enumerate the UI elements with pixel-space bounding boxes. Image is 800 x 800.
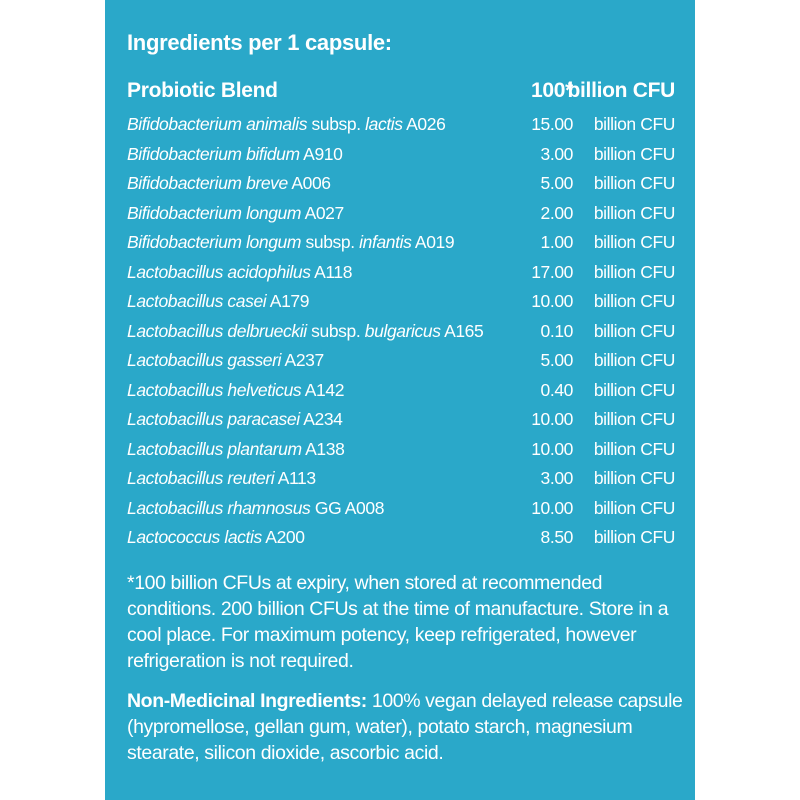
ingredient-name-italic: Bifidobacterium breve [127, 173, 288, 193]
ingredient-amount: 10.00 [531, 409, 573, 429]
ingredient-name-italic: Bifidobacterium longum [127, 202, 302, 223]
ingredient-name-italic: Lactobacillus gasseri [127, 350, 282, 370]
ingredient-unit: billion CFU [593, 497, 675, 518]
non-medicinal-ingredients [127, 688, 687, 766]
ingredient-amount: 2.00 [540, 202, 573, 223]
ingredient-name [127, 203, 344, 224]
ingredient-row [127, 230, 675, 260]
ingredient-amount: 10.00 [531, 291, 573, 311]
ingredient-name-plain: A026 [402, 114, 446, 134]
ingredient-name [127, 498, 384, 519]
ingredient-amount: 10.00 [531, 438, 573, 459]
ingredient-unit: billion CFU [593, 173, 675, 193]
ingredient-name-plain: A910 [299, 143, 343, 164]
ingredient-row [127, 407, 675, 437]
ingredient-row [127, 525, 675, 555]
ingredient-name [127, 232, 454, 253]
ingredient-name-plain: A019 [411, 232, 455, 252]
ingredient-name-plain: A237 [281, 350, 324, 370]
ingredient-row [127, 171, 675, 201]
probiotic-blend-header [127, 79, 675, 105]
ingredient-name-italic: Lactobacillus acidophilus [127, 261, 311, 282]
blend-unit: billion CFU [567, 79, 675, 102]
ingredient-name [127, 527, 305, 548]
ingredient-amount: 17.00 [531, 261, 573, 282]
ingredient-unit: billion CFU [593, 468, 675, 488]
blend-amount: 100* [530, 79, 573, 102]
ingredient-unit: billion CFU [593, 232, 675, 252]
ingredient-row [127, 348, 675, 378]
ingredient-unit: billion CFU [593, 409, 675, 429]
ingredient-row [127, 112, 675, 142]
ingredient-amount: 3.00 [540, 143, 573, 164]
ingredient-name-italic: Lactococcus lactis [127, 527, 262, 547]
ingredient-amount: 0.40 [540, 379, 573, 400]
ingredient-name-plain: A113 [274, 468, 316, 488]
ingredient-list [127, 112, 675, 555]
ingredient-row [127, 319, 675, 349]
ingredient-row [127, 466, 675, 496]
ingredient-name [127, 173, 331, 194]
ingredient-name-plain: A234 [299, 409, 343, 429]
ingredient-name-plain: A179 [266, 291, 310, 311]
ingredient-name-plain: A142 [301, 379, 345, 400]
ingredient-row [127, 260, 675, 290]
ingredient-row [127, 496, 675, 526]
ingredient-name-italic: Lactobacillus rhamnosus [127, 497, 311, 518]
non-medicinal-text: 100% vegan delayed release capsule (hypromellose, gellan gum, water), potato starch, magnesium stearate, silicon dioxide, ascorbic acid. [127, 690, 683, 764]
ingredient-unit: billion CFU [593, 143, 675, 164]
ingredient-name-italic: lactis [365, 114, 403, 134]
ingredient-unit: billion CFU [593, 261, 675, 282]
ingredient-name-plain: subsp. [301, 232, 360, 252]
ingredient-amount: 10.00 [531, 497, 573, 518]
non-medicinal-label: Non-Medicinal Ingredients: [127, 690, 367, 712]
ingredient-name-italic: Bifidobacterium bifidum [127, 143, 300, 164]
ingredient-name-plain: A027 [301, 202, 344, 223]
ingredient-name-italic: Lactobacillus helveticus [127, 379, 302, 400]
ingredient-name [127, 468, 316, 489]
ingredient-amount: 5.00 [540, 173, 573, 193]
ingredient-name-plain: A138 [301, 438, 345, 459]
ingredient-name [127, 439, 344, 460]
ingredient-name [127, 291, 309, 312]
ingredient-row [127, 437, 675, 467]
ingredient-name [127, 409, 343, 430]
ingredient-amount: 3.00 [540, 468, 573, 488]
ingredient-unit: billion CFU [593, 291, 675, 311]
ingredient-unit: billion CFU [593, 114, 675, 134]
ingredient-amount: 0.10 [540, 320, 573, 341]
ingredients-panel [105, 0, 695, 800]
ingredient-unit: billion CFU [593, 350, 675, 370]
ingredient-name-plain: A118 [310, 261, 353, 282]
ingredient-name [127, 321, 483, 342]
ingredient-name [127, 114, 445, 135]
ingredient-amount: 15.00 [531, 114, 573, 134]
ingredient-name [127, 144, 342, 165]
ingredient-row [127, 201, 675, 231]
ingredient-row [127, 378, 675, 408]
ingredient-name [127, 350, 324, 371]
ingredient-amount: 8.50 [540, 527, 573, 547]
ingredient-unit: billion CFU [593, 202, 675, 223]
footnote: *100 billion CFUs at expiry, when stored at recommended conditions. 200 billion CFUs at the time of manufacture. Store in a cool place. For maximum potency, keep refrigerated, however refrigeration is not required. [127, 572, 669, 672]
ingredient-name-italic: Lactobacillus reuteri [127, 468, 275, 488]
ingredient-name-italic: Lactobacillus plantarum [127, 438, 302, 459]
ingredient-amount: 5.00 [540, 350, 573, 370]
ingredient-name-plain: GG A008 [310, 497, 385, 518]
ingredient-name-italic: Bifidobacterium animalis [127, 114, 308, 134]
ingredient-name [127, 380, 344, 401]
ingredient-name-plain: A200 [261, 527, 305, 547]
ingredient-row [127, 289, 675, 319]
ingredient-name-italic: Bifidobacterium longum [127, 232, 302, 252]
ingredient-name [127, 262, 352, 283]
ingredient-name-plain: subsp. [306, 320, 365, 341]
ingredient-unit: billion CFU [593, 320, 675, 341]
ingredient-name-italic: bulgaricus [364, 320, 441, 341]
ingredient-name-italic: Lactobacillus paracasei [127, 409, 300, 429]
ingredient-amount: 1.00 [540, 232, 573, 252]
ingredient-name-plain: A006 [287, 173, 331, 193]
ingredient-name-italic: Lactobacillus delbrueckii [127, 320, 307, 341]
blend-name: Probiotic Blend [127, 79, 278, 102]
ingredient-unit: billion CFU [593, 438, 675, 459]
ingredient-name-italic: Lactobacillus casei [127, 291, 267, 311]
ingredient-unit: billion CFU [593, 527, 675, 547]
ingredient-unit: billion CFU [593, 379, 675, 400]
ingredients-title: Ingredients per 1 capsule: [127, 30, 392, 55]
ingredient-name-italic: infantis [359, 232, 412, 252]
ingredient-name-plain: subsp. [307, 114, 366, 134]
ingredient-name-plain: A165 [440, 320, 484, 341]
ingredient-row [127, 142, 675, 172]
